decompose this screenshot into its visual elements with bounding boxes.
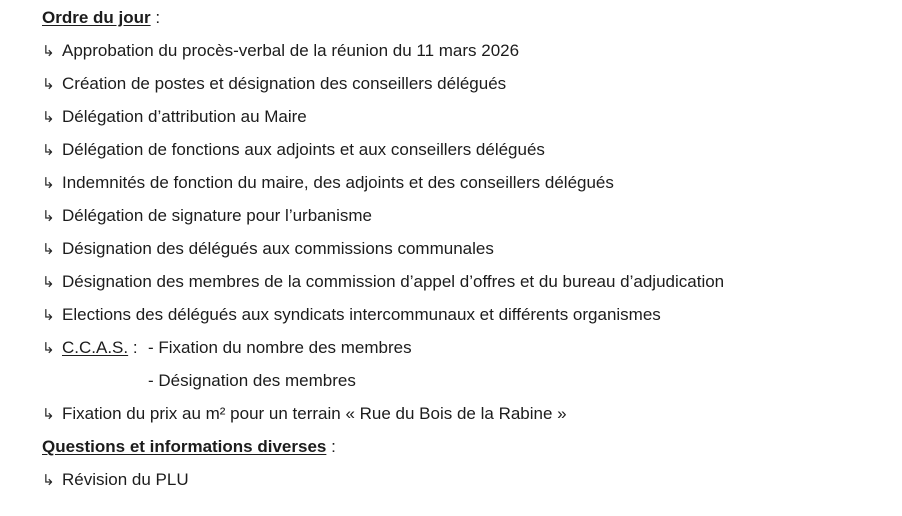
questions-item-text: Révision du PLU <box>62 470 189 489</box>
agenda-item-text: Délégation d’attribution au Maire <box>62 107 307 126</box>
questions-heading-line <box>42 436 336 458</box>
agenda-item-text: Délégation de fonctions aux adjoints et aux conseillers délégués <box>62 140 545 159</box>
curved-arrow-icon: ↳ <box>42 208 55 225</box>
ccas-separator: : <box>128 338 138 357</box>
agenda-item <box>42 403 567 426</box>
agenda-item <box>42 40 519 63</box>
agenda-item <box>42 139 545 162</box>
agenda-item <box>42 106 307 129</box>
curved-arrow-icon: ↳ <box>42 109 55 126</box>
curved-arrow-icon: ↳ <box>42 340 55 357</box>
ccas-label: C.C.A.S. <box>62 338 129 357</box>
curved-arrow-icon: ↳ <box>42 175 55 192</box>
agenda-item-text: Délégation de signature pour l’urbanisme <box>62 206 372 225</box>
agenda-item-text: Désignation des délégués aux commissions communales <box>62 239 494 258</box>
agenda-item-text: Elections des délégués aux syndicats intercommunaux et différents organismes <box>62 305 661 324</box>
agenda-item <box>42 205 372 228</box>
agenda-item-ccas <box>42 337 138 360</box>
agenda-item <box>42 271 724 294</box>
questions-heading-suffix: : <box>326 437 336 456</box>
agenda-item-text: Indemnités de fonction du maire, des adjoints et des conseillers délégués <box>62 173 614 192</box>
agenda-item <box>42 172 614 195</box>
curved-arrow-icon: ↳ <box>42 43 55 60</box>
agenda-item-text: Désignation des membres de la commission d’appel d’offres et du bureau d’adjudication <box>62 272 725 291</box>
agenda-item-text: Création de postes et désignation des conseillers délégués <box>62 74 507 93</box>
curved-arrow-icon: ↳ <box>42 241 55 258</box>
questions-item <box>42 469 189 492</box>
questions-heading: Questions et informations diverses <box>42 437 327 456</box>
agenda-heading-line <box>42 7 160 29</box>
curved-arrow-icon: ↳ <box>42 472 55 489</box>
curved-arrow-icon: ↳ <box>42 142 55 159</box>
agenda-item-text: Fixation du prix au m² pour un terrain « Rue du Bois de la Rabine » <box>62 404 567 423</box>
ccas-sub-item: - Fixation du nombre des membres <box>148 338 412 357</box>
agenda-heading: Ordre du jour <box>42 8 151 27</box>
agenda-item <box>42 304 661 327</box>
ccas-sub-item: - Désignation des membres <box>148 371 356 390</box>
curved-arrow-icon: ↳ <box>42 406 55 423</box>
agenda-item-text: Approbation du procès-verbal de la réunion du 11 mars 2026 <box>62 41 520 60</box>
curved-arrow-icon: ↳ <box>42 76 55 93</box>
curved-arrow-icon: ↳ <box>42 274 55 291</box>
agenda-item <box>42 73 506 96</box>
curved-arrow-icon: ↳ <box>42 307 55 324</box>
agenda-item <box>42 238 494 261</box>
agenda-heading-suffix: : <box>150 8 161 27</box>
